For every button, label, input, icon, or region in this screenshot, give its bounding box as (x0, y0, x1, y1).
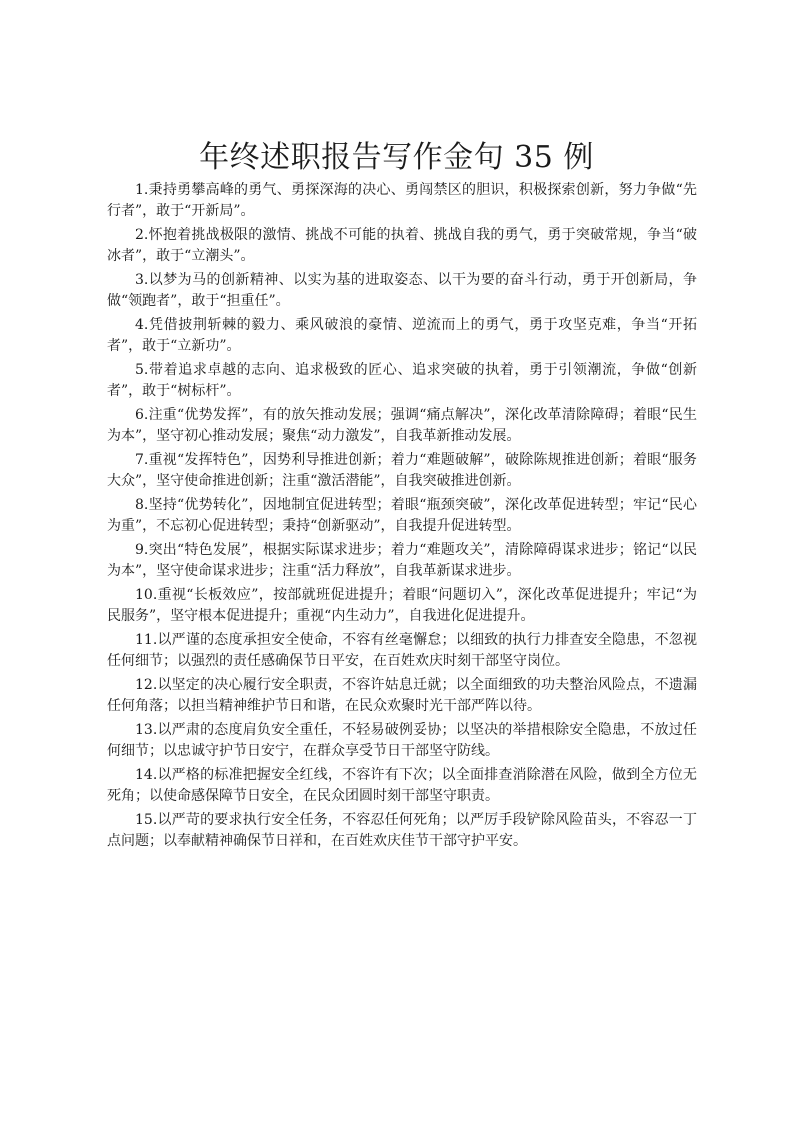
paragraph: 3.以梦为马的创新精神、以实为基的进取姿态、以干为要的奋斗行动，勇于开创新局，争做“领跑者”，敢于“担重任”。 (107, 272, 697, 309)
paragraph: 15.以严苛的要求执行安全任务，不容忍任何死角；以严厉手段铲除风险苗头，不容忍一丁点问题；以奉献精神确保节日祥和，在百姓欢庆佳节干部守护平安。 (107, 812, 697, 849)
paragraph: 7.重视“发挥特色”，因势利导推进创新；着力“难题破解”，破除陈规推进创新；着眼“服务大众”，坚守使命推进创新；注重“激活潜能”，自我突破推进创新。 (107, 452, 697, 489)
paragraph: 9.突出“特色发展”，根据实际谋求进步；着力“难题攻关”，清除障碍谋求进步；铭记“以民为本”，坚守使命谋求进步；注重“活力释放”，自我革新谋求进步。 (107, 542, 697, 579)
paragraph: 12.以坚定的决心履行安全职责，不容许姑息迁就；以全面细致的功夫整治风险点，不遗漏任何角落；以担当精神维护节日和谐，在民众欢聚时光干部严阵以待。 (107, 677, 697, 714)
paragraph: 13.以严肃的态度肩负安全重任，不轻易破例妥协；以坚决的举措根除安全隐患，不放过任何细节；以忠诚守护节日安宁，在群众享受节日干部坚守防线。 (107, 722, 697, 759)
paragraph: 11.以严谨的态度承担安全使命，不容有丝毫懈怠；以细致的执行力排查安全隐患，不忽视任何细节；以强烈的责任感确保节日平安，在百姓欢庆时刻干部坚守岗位。 (107, 632, 697, 669)
paragraph: 5.带着追求卓越的志向、追求极致的匠心、追求突破的执着，勇于引领潮流，争做“创新者”，敢于“树标杆”。 (107, 362, 697, 399)
paragraph: 8.坚持“优势转化”，因地制宜促进转型；着眼“瓶颈突破”，深化改革促进转型；牢记“民心为重”，不忘初心促进转型；秉持“创新驱动”，自我提升促进转型。 (107, 497, 697, 534)
document-title: 年终述职报告写作金句 35 例 (199, 140, 594, 175)
paragraph: 6.注重“优势发挥”，有的放矢推动发展；强调“痛点解决”，深化改革清除障碍；着眼“民生为本”，坚守初心推动发展；聚焦“动力激发”，自我革新推动发展。 (107, 407, 697, 444)
paragraph: 14.以严格的标准把握安全红线，不容许有下次；以全面排查消除潜在风险，做到全方位无死角；以使命感保障节日安全，在民众团圆时刻干部坚守职责。 (107, 767, 697, 804)
paragraph: 10.重视“长板效应”，按部就班促进提升；着眼“问题切入”，深化改革促进提升；牢记“为民服务”，坚守根本促进提升；重视“内生动力”，自我进化促进提升。 (107, 587, 697, 624)
document-body (107, 180, 697, 852)
paragraph: 4.凭借披荆斩棘的毅力、乘风破浪的豪情、逆流而上的勇气，勇于攻坚克难，争当“开拓者”，敢于“立新功”。 (107, 317, 697, 354)
paragraph: 2.怀抱着挑战极限的激情、挑战不可能的执着、挑战自我的勇气，勇于突破常规，争当“破冰者”，敢于“立潮头”。 (107, 227, 697, 264)
paragraph: 1.秉持勇攀高峰的勇气、勇探深海的决心、勇闯禁区的胆识，积极探索创新，努力争做“先行者”，敢于“开新局”。 (107, 182, 697, 219)
